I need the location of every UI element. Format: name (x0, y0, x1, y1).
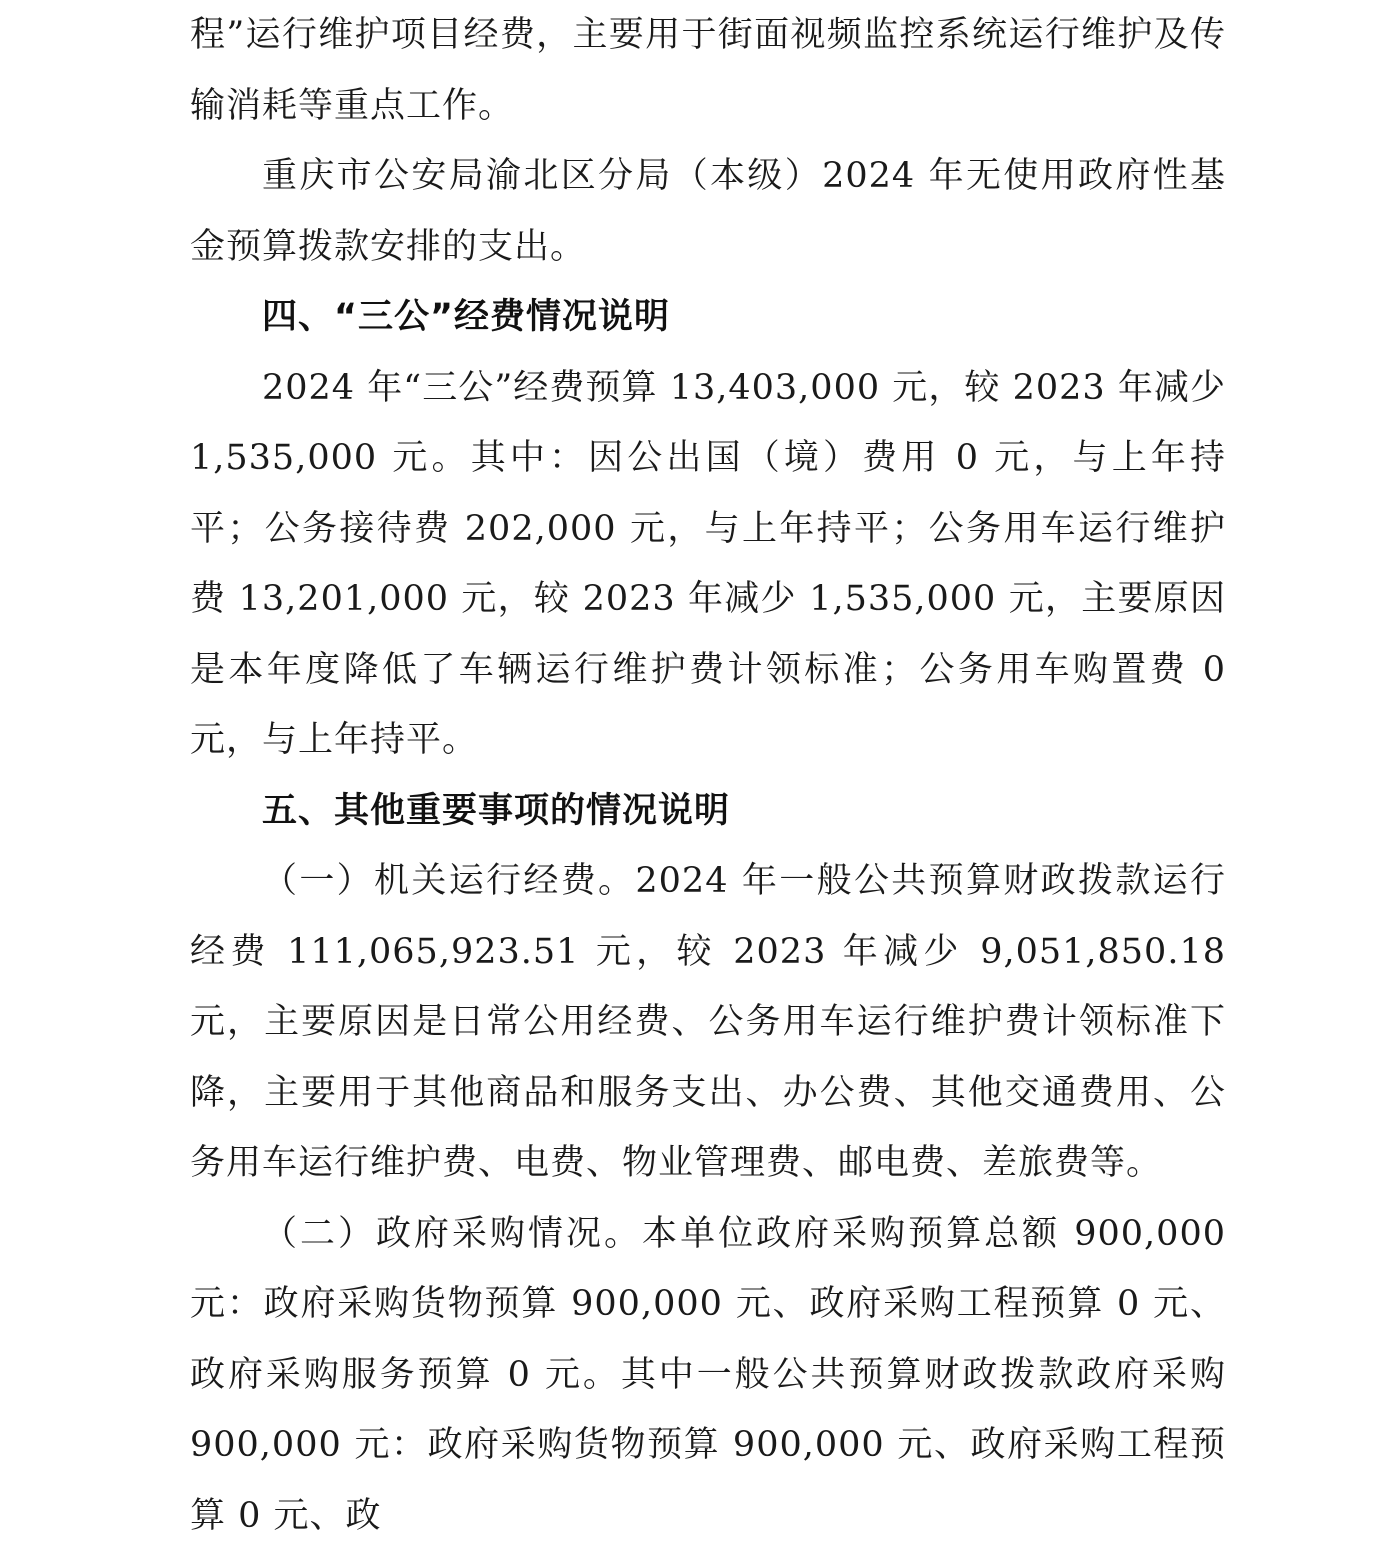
heading-three-public-expenses: 四、“三公”经费情况说明 (190, 282, 1226, 353)
paragraph-video-surveillance: 程”运行维护项目经费，主要用于街面视频监控系统运行维护及传输消耗等重点工作。 (190, 0, 1226, 141)
paragraph-three-public-expenses: 2024 年“三公”经费预算 13,403,000 元，较 2023 年减少 1,535,000 元。其中：因公出国（境）费用 0 元，与上年持平；公务接待费 202,000 元，与上年持平；公务用车运行维护费 13,201,000 元，较 2023 年减少 1,535,000 元，主要原因是本年度降低了车辆运行维护费计领标准；公务用车购置费 0 元，与上年持平。 (190, 353, 1226, 776)
heading-other-matters: 五、其他重要事项的情况说明 (190, 776, 1226, 847)
paragraph-government-procurement: （二）政府采购情况。本单位政府采购预算总额 900,000 元：政府采购货物预算 900,000 元、政府采购工程预算 0 元、政府采购服务预算 0 元。其中一般公共预算财政拨款政府采购 900,000 元：政府采购货物预算 900,000 元、政府采购工程预算 0 元、政 (190, 1199, 1226, 1551)
paragraph-government-fund: 重庆市公安局渝北区分局（本级）2024 年无使用政府性基金预算拨款安排的支出。 (190, 141, 1226, 282)
paragraph-operating-expenses: （一）机关运行经费。2024 年一般公共预算财政拨款运行经费 111,065,923.51 元，较 2023 年减少 9,051,850.18 元，主要原因是日常公用经费、公务用车运行维护费计领标准下降，主要用于其他商品和服务支出、办公费、其他交通费用、公务用车运行维护费、电费、物业管理费、邮电费、差旅费等。 (190, 846, 1226, 1199)
document-page (190, 0, 1226, 1551)
